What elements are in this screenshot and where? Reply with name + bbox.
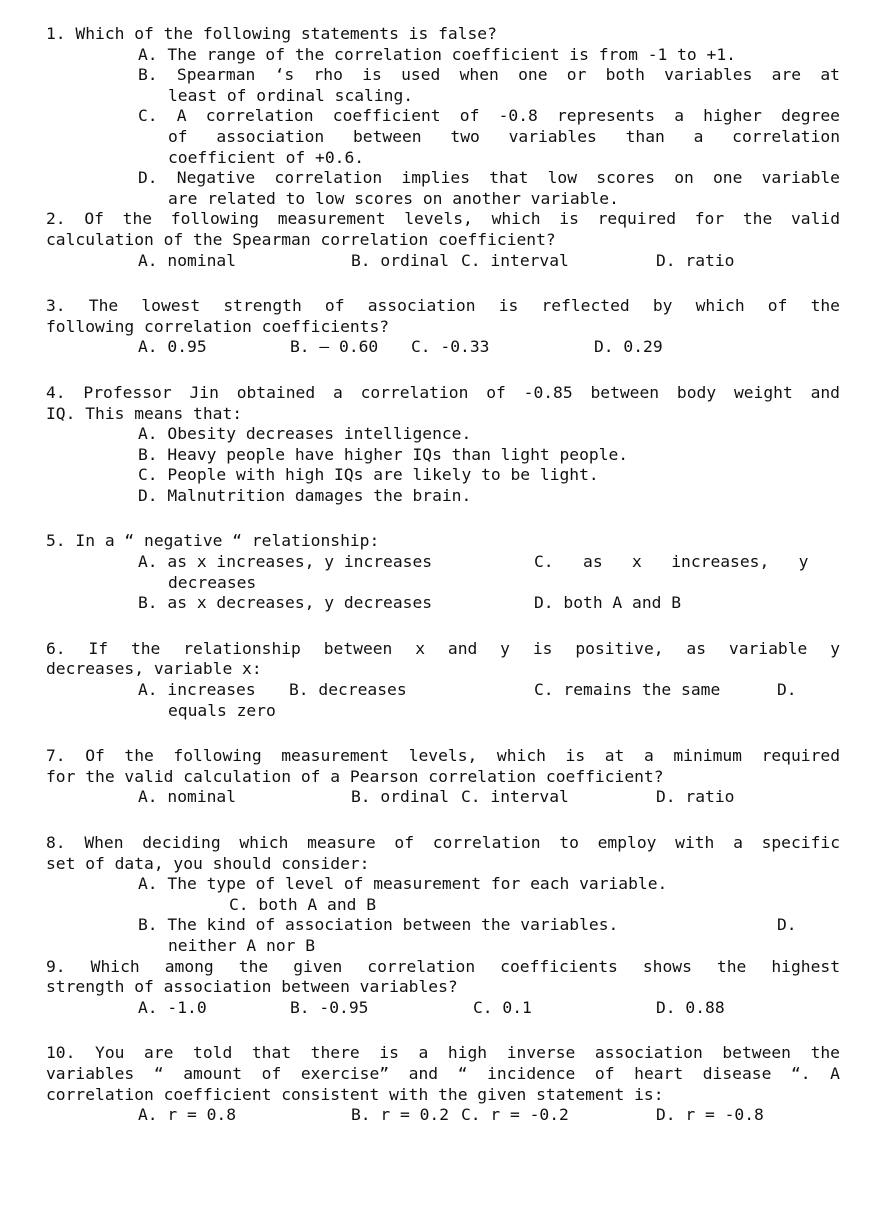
option-c: C. both A and B bbox=[229, 894, 377, 914]
option-c-cont: of association between two variables than a correlation bbox=[168, 126, 840, 146]
option-a: A. nominal bbox=[138, 250, 237, 270]
option-a: A. -1.0 bbox=[138, 997, 207, 1017]
option-c: C. -0.33 bbox=[411, 337, 490, 357]
question-stem-cont: following correlation coefficients? bbox=[46, 316, 390, 336]
option-a: A. as x increases, y increases bbox=[138, 552, 433, 572]
question-stem-cont: for the valid calculation of a Pearson correlation coefficient? bbox=[46, 766, 664, 786]
question-stem-cont: IQ. This means that: bbox=[46, 403, 243, 423]
option-c: C. r = -0.2 bbox=[461, 1105, 569, 1125]
question-stem: 9. Which among the given correlation coefficients shows the highest bbox=[46, 956, 840, 976]
option-c-cont: coefficient of +0.6. bbox=[168, 147, 365, 167]
question-stem: 7. Of the following measurement levels, which is at a minimum required bbox=[46, 746, 840, 766]
option-d: D. bbox=[777, 915, 797, 935]
question-3 bbox=[46, 296, 840, 358]
question-stem-cont: set of data, you should consider: bbox=[46, 853, 370, 873]
option-d: D. ratio bbox=[656, 787, 735, 807]
option-d: D. bbox=[777, 680, 797, 700]
option-d: D. Negative correlation implies that low scores on one variable bbox=[138, 168, 840, 188]
option-b: B. Heavy people have higher IQs than light people. bbox=[138, 444, 629, 464]
option-c: C. 0.1 bbox=[473, 997, 532, 1017]
option-b: B. -0.95 bbox=[290, 997, 369, 1017]
option-b: B. Spearman ‘s rho is used when one or both variables are at bbox=[138, 65, 840, 85]
question-stem: 1. Which of the following statements is false? bbox=[46, 24, 497, 43]
option-c: C. interval bbox=[461, 787, 569, 807]
option-b: B. ordinal bbox=[351, 250, 450, 270]
question-stem: 8. When deciding which measure of correlation to employ with a specific bbox=[46, 833, 840, 852]
option-c: C. remains the same bbox=[534, 680, 721, 700]
option-a: A. nominal bbox=[138, 787, 237, 807]
options-row bbox=[46, 251, 840, 272]
question-stem: 6. If the relationship between x and y is positive, as variable y bbox=[46, 638, 840, 658]
quiz-page bbox=[46, 24, 840, 1126]
option-c: C. A correlation coefficient of -0.8 represents a higher degree bbox=[138, 106, 840, 126]
option-d: D. 0.29 bbox=[594, 337, 663, 357]
option-b-cont: least of ordinal scaling. bbox=[168, 85, 414, 105]
options-row bbox=[46, 915, 840, 936]
question-5 bbox=[46, 531, 840, 613]
question-stem-cont: correlation coefficient consistent with the given statement is: bbox=[46, 1084, 664, 1104]
question-2 bbox=[46, 209, 840, 271]
options-row bbox=[46, 680, 840, 701]
option-a: A. The range of the correlation coefficient is from -1 to +1. bbox=[138, 44, 736, 64]
option-b: B. The kind of association between the variables. bbox=[138, 915, 619, 935]
option-a: A. increases bbox=[138, 680, 256, 700]
option-b: B. – 0.60 bbox=[290, 337, 379, 357]
question-stem: 3. The lowest strength of association is reflected by which of the bbox=[46, 296, 840, 316]
option-d: D. Malnutrition damages the brain. bbox=[138, 485, 472, 505]
option-d-cont: are related to low scores on another variable. bbox=[168, 188, 619, 208]
question-10 bbox=[46, 1043, 840, 1125]
question-7 bbox=[46, 746, 840, 808]
question-stem-cont: variables “ amount of exercise” and “ incidence of heart disease “. A bbox=[46, 1063, 840, 1083]
options-row bbox=[46, 787, 840, 808]
option-c: C. People with high IQs are likely to be light. bbox=[138, 465, 599, 485]
question-6 bbox=[46, 639, 840, 721]
question-stem-cont: decreases, variable x: bbox=[46, 659, 262, 679]
option-d: D. r = -0.8 bbox=[656, 1105, 764, 1125]
option-b: B. as x decreases, y decreases bbox=[138, 593, 433, 613]
option-d: D. 0.88 bbox=[656, 997, 725, 1017]
question-stem: 4. Professor Jin obtained a correlation of -0.85 between body weight and bbox=[46, 382, 840, 402]
option-a: A. The type of level of measurement for each variable. bbox=[138, 874, 668, 894]
option-d: D. ratio bbox=[656, 250, 735, 270]
question-8 bbox=[46, 833, 840, 957]
option-c-cont: decreases bbox=[168, 572, 257, 592]
option-b: B. ordinal bbox=[351, 787, 450, 807]
option-a: A. 0.95 bbox=[138, 337, 207, 357]
option-b: B. decreases bbox=[289, 680, 407, 700]
option-b: B. r = 0.2 bbox=[351, 1105, 450, 1125]
options-row bbox=[46, 337, 840, 358]
option-d: D. both A and B bbox=[534, 593, 682, 613]
option-d-cont: equals zero bbox=[168, 700, 276, 720]
question-stem: 2. Of the following measurement levels, which is required for the valid bbox=[46, 209, 840, 229]
option-c: C. as x increases, y bbox=[534, 552, 809, 572]
option-d-cont: neither A nor B bbox=[168, 935, 316, 955]
option-a: A. Obesity decreases intelligence. bbox=[138, 424, 472, 444]
options-row bbox=[46, 552, 840, 573]
option-c: C. interval bbox=[461, 250, 569, 270]
question-4 bbox=[46, 383, 840, 507]
option-a: A. r = 0.8 bbox=[138, 1105, 237, 1125]
options-row bbox=[46, 593, 840, 614]
question-stem-cont: strength of association between variables? bbox=[46, 977, 458, 997]
question-stem-cont: calculation of the Spearman correlation coefficient? bbox=[46, 229, 556, 249]
options-row bbox=[46, 1105, 840, 1126]
question-stem: 10. You are told that there is a high inverse association between the bbox=[46, 1043, 840, 1063]
question-1 bbox=[46, 24, 840, 209]
question-stem: 5. In a “ negative “ relationship: bbox=[46, 531, 380, 551]
question-9 bbox=[46, 957, 840, 1019]
options-row bbox=[46, 998, 840, 1019]
